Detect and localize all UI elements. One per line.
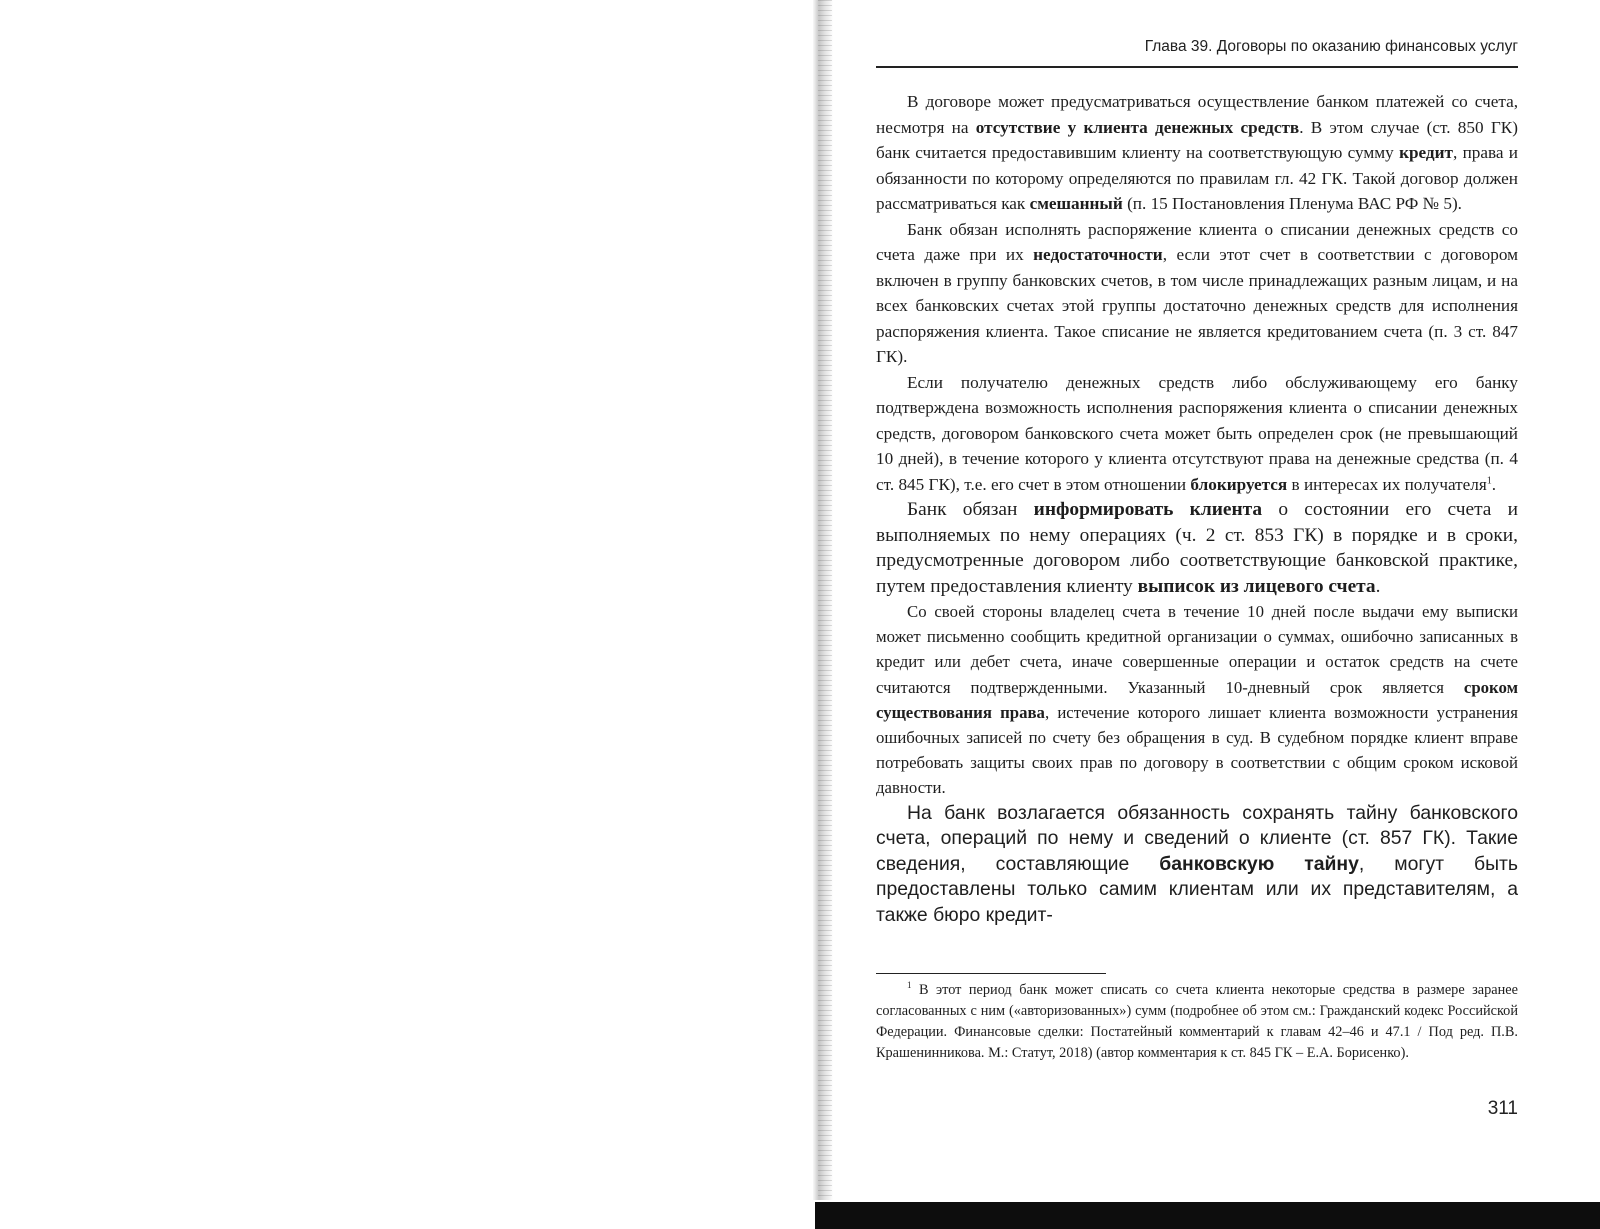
header-rule — [876, 66, 1518, 68]
book-spine-texture — [818, 0, 832, 1200]
page-number: 311 — [1487, 1098, 1518, 1119]
scan-bottom-edge — [815, 1202, 1600, 1229]
footnote-marker: 1 — [907, 980, 912, 991]
footnote-text: В этот период банк может списать со счета клиента некоторые средства в размере заранее согласованных с ним («авторизованных») сумм (подробнее об этом см.: Гражданский кодекс Российской Федерации. Финансовые сделки: Постатейный комментарий к главам 42–46 и 47.1 / Под ред. П.В. Крашенинникова. М.: Статут, 2018) (автор комментария к ст. 845 ГК – Е.А. Борисенко). — [876, 982, 1518, 1061]
paragraph-1: В договоре может предусматриваться осуществление банком платежей со счета, несмотря на отсутствие у клиента денежных средств. В этом случае (ст. 850 ГК) банк считается предоставившим клиенту на соответствующую сумму кредит, права и обязанности по которому определяются по правилам гл. 42 ГК. Такой договор должен рассматриваться как смешанный (п. 15 Постановления Пленума ВАС РФ № 5). — [876, 92, 1518, 213]
paragraph-4: Банк обязан информировать клиента о состоянии его счета и выполняемых по нему операциях (ч. 2 ст. 853 ГК) в порядке и в сроки, предусмотренные договором либо соответствующие банковской практике, путем предоставления клиенту выписок из лицевого счета. — [876, 499, 1519, 597]
footnote-reference[interactable]: 1 — [1486, 474, 1492, 486]
body-text — [876, 89, 1518, 928]
running-header: Глава 39. Договоры по оказанию финансовых услуг — [1144, 38, 1518, 55]
paragraph-3: Если получателю денежных средств либо обслуживающему его банку подтверждена возможность исполнения распоряжения клиента о списании денежных средств, договором банковского счета может быть определен срок (не превышающий 10 дней), в течение которого у клиента отсутствуют права на денежные средства (п. 4 ст. 845 ГК), т.е. его счет в этом отношении блокируется в интересах их получателя$^1$. — [876, 372, 1518, 494]
footnote-rule — [876, 973, 1106, 974]
footnote — [876, 980, 1518, 1064]
paragraph-2: Банк обязан исполнять распоряжение клиента о списании денежных средств со счета даже при их недостаточности, если этот счет в соответствии с договором включен в группу банковских счетов, в том числе принадлежащих разным лицам, и на всех банковских счетах этой группы достаточно денежных средств для исполнения распоряжения клиента. Такое списание не является кредитованием счета (п. 3 ст. 847 ГК). — [876, 219, 1518, 366]
paragraph-6: На банк возлагается обязанность сохранять тайну банковского счета, операций по нему и сведений о клиенте (ст. 857 ГК). Такие сведения, составляющие банковскую тайну, могут быть предоставлены только самим клиентам или их представителям, а также бюро кредит- — [876, 801, 1519, 926]
book-page — [876, 0, 1518, 1200]
paragraph-5: Со своей стороны владелец счета в течение 10 дней после выдачи ему выписки может письменно сообщить кредитной организации о суммах, ошибочно записанных в кредит или дебет счета, иначе совершенные операции и остаток средств на счете считаются подтвержденными. Указанный 10-дневный срок является сроком существования права, истечение которого лишает клиента возможности устранения ошибочных записей по счету без обращения в суд. В судебном порядке клиент вправе потребовать защиты своих прав по договору в соответствии с общим сроком исковой давности. — [876, 602, 1518, 798]
